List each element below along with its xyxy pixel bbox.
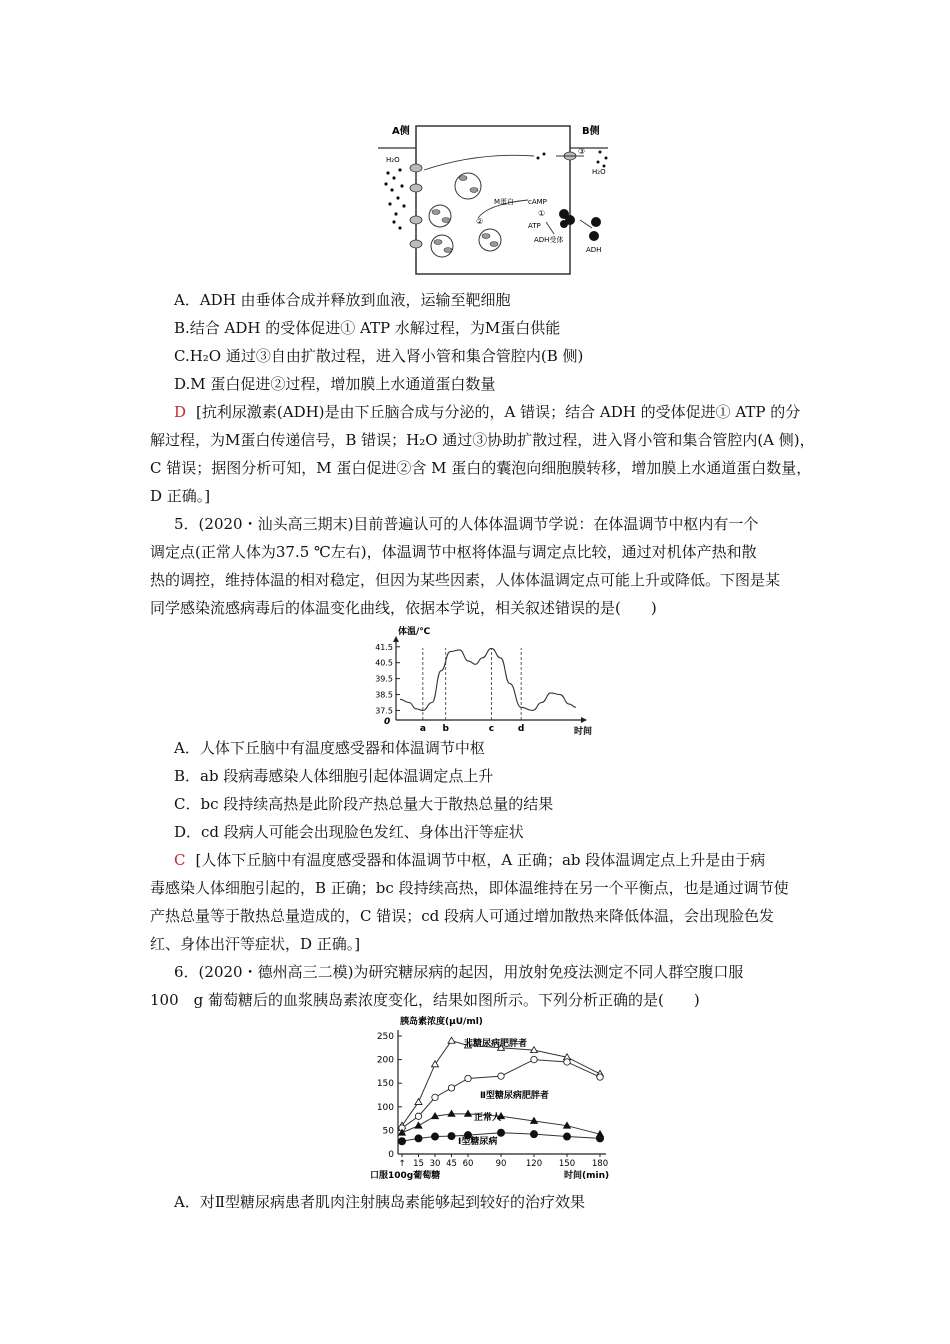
- chart2-marker: [415, 1099, 422, 1105]
- q5-stem-1: 5．(2020・汕头高三期末)目前普遍认可的人体体温调节学说：在体温调节中枢内有一个: [174, 515, 759, 533]
- q4-option-d: D.M 蛋白促进②过程，增加膜上水通道蛋白数量: [174, 375, 496, 393]
- chart1-ytick-label: 37.5: [375, 706, 393, 716]
- chart1-xlabel: 时间: [574, 727, 593, 737]
- chart1-ytick-label: 40.5: [375, 658, 393, 668]
- q5-stem-3: 热的调控，维持体温的相对稳定，但因为某些因素，人体体温调定点可能上升或降低。下图是某: [150, 571, 781, 589]
- q5-stem-4: 同学感染流感病毒后的体温变化曲线，依据本学说，相关叙述错误的是( ): [150, 599, 657, 617]
- m-protein-label: M蛋白: [494, 198, 515, 206]
- chart2-ylabel: 胰岛素浓度(μU/ml): [400, 1017, 483, 1027]
- body-temperature-chart: [360, 622, 610, 740]
- chart2-xtick-label: 30: [429, 1159, 441, 1169]
- q4-option-c: C.H₂O 通过③自由扩散过程，进入肾小管和集合管腔内(B 侧): [174, 347, 584, 365]
- chart1-ytick-label: 38.5: [375, 690, 393, 700]
- adh-label: ADH: [586, 246, 602, 254]
- q6-stem-1: 6．(2020・德州高三二模)为研究糖尿病的起因，用放射免疫法测定不同人群空腹口服: [174, 963, 744, 981]
- q5-option-b: B．ab 段病毒感染人体细胞引起体温调定点上升: [174, 767, 494, 785]
- chart1-ytick-label: 39.5: [375, 674, 393, 684]
- adh-receptor-label: ADH受体: [534, 236, 564, 244]
- chart2-marker: [563, 1133, 570, 1140]
- chart2-xtick-label: ↑: [398, 1159, 406, 1169]
- chart2-marker: [564, 1059, 570, 1065]
- chart1-origin: 0: [384, 717, 391, 727]
- chart2-marker: [415, 1122, 422, 1128]
- chart2-marker: [415, 1113, 421, 1119]
- atp-label: ATP: [528, 222, 541, 230]
- chart2-series-label: 非糖尿病肥胖者: [464, 1039, 528, 1049]
- h2o-left-label: H₂O: [386, 156, 400, 164]
- a-side-label: A侧: [392, 126, 410, 137]
- chart2-marker: [431, 1133, 438, 1140]
- q5-explain-line-3: 产热总量等于散热总量造成的，C 错误；cd 段病人可通过增加散热来降低体温，会出现脸色发: [150, 907, 775, 925]
- chart2-xtick-label: 150: [558, 1159, 576, 1169]
- chart2-xtick-label: 90: [495, 1159, 507, 1169]
- chart2-ytick-label: 200: [376, 1055, 394, 1066]
- chart2-marker: [415, 1135, 422, 1142]
- b-side-label: B侧: [582, 126, 600, 137]
- chart1-xtick-label: d: [517, 724, 525, 734]
- chart2-series-label: Ⅱ型糖尿病肥胖者: [480, 1091, 549, 1101]
- chart2-marker: [497, 1129, 504, 1136]
- chart2-marker: [465, 1075, 471, 1081]
- chart1-temperature-curve: [400, 648, 576, 710]
- chart2-series-label: Ⅰ型糖尿病: [458, 1137, 498, 1147]
- q5-explain-line-2: 毒感染人体细胞引起的，B 正确；bc 段持续高热，即体温维持在另一个平衡点，也是通过调节使: [150, 879, 789, 897]
- q4-answer: D: [174, 403, 187, 421]
- q5-explain-line-4: 红、身体出汗等症状，D 正确。]: [150, 935, 361, 953]
- camp-label: cAMP: [528, 198, 547, 206]
- chart2-marker: [432, 1061, 439, 1067]
- circle2-label: ②: [476, 217, 484, 226]
- q4-option-a: A．ADH 由垂体合成并释放到血液，运输至靶细胞: [174, 291, 511, 309]
- chart2-ytick-label: 250: [376, 1032, 394, 1042]
- chart2-marker: [597, 1074, 603, 1080]
- chart2-marker: [498, 1073, 504, 1079]
- chart2-xtick-label: 60: [462, 1159, 474, 1169]
- chart2-ytick-label: 0: [388, 1150, 394, 1160]
- chart2-xtick-label: 45: [446, 1159, 457, 1169]
- chart2-ytick-label: 150: [376, 1079, 394, 1090]
- vesicle-channels: [432, 176, 498, 253]
- q4-explain-line-4: D 正确。]: [150, 487, 211, 505]
- circle3-label: ③: [578, 147, 586, 156]
- insulin-concentration-chart: [366, 1012, 646, 1184]
- q4-explain-line-2: 解过程，为M蛋白传递信号，B 错误；H₂O 通过③协助扩散过程，进入肾小管和集合管腔内(A 侧)，: [150, 431, 815, 449]
- adh-molecules: [589, 217, 601, 241]
- chart2-ytick-label: 100: [376, 1102, 394, 1113]
- chart2-xtick-label: 120: [525, 1159, 543, 1169]
- chart2-xlabel: 时间(min): [564, 1171, 610, 1181]
- q5-stem-2: 调定点(正常人体为37.5 ℃左右)，体温调节中枢将体温与调定点比较，通过对机体产热和散: [150, 543, 757, 561]
- q6-stem-2: 100 g 葡萄糖后的血浆胰岛素浓度变化，结果如图所示。下列分析正确的是( ): [150, 991, 700, 1009]
- q5-option-c: C．bc 段持续高热是此阶段产热总量大于散热总量的结果: [174, 795, 554, 813]
- q4-explain-line-1: D [抗利尿激素(ADH)是由下丘脑合成与分泌的，A 错误；结合 ADH 的受体促进① ATP 的分: [174, 403, 801, 421]
- chart2-marker: [432, 1094, 438, 1100]
- chart2-marker: [596, 1135, 603, 1142]
- chart2-ytick-label: 50: [382, 1126, 394, 1137]
- chart2-marker: [448, 1132, 455, 1139]
- circle1-label: ①: [538, 209, 546, 218]
- h2o-right-label: H₂O: [592, 168, 606, 176]
- q5-option-d: D．cd 段病人可能会出现脸色发红、身体出汗等症状: [174, 823, 524, 841]
- chart1-ytick-label: 41.5: [375, 642, 393, 652]
- q6-option-a: A．对Ⅱ型糖尿病患者肌肉注射胰岛素能够起到较好的治疗效果: [174, 1193, 586, 1211]
- chart1-xtick-label: a: [419, 724, 426, 734]
- chart2-xtick-label: 15: [413, 1159, 424, 1169]
- chart2-series-label: 正常人: [474, 1113, 502, 1123]
- adh-receptor: [559, 209, 575, 228]
- chart2-marker: [531, 1056, 537, 1062]
- chart2-marker: [530, 1131, 537, 1138]
- q5-explain-line-1: C [人体下丘脑中有温度感受器和体温调节中枢，A 正确；ab 段体温调定点上升是由于病: [174, 851, 766, 869]
- chart2-marker: [448, 1085, 454, 1091]
- chart2-xtick-label: 180: [591, 1159, 609, 1169]
- chart1-ylabel: 体温/℃: [398, 627, 431, 637]
- chart2-marker: [398, 1138, 405, 1145]
- chart1-xtick-label: c: [488, 724, 495, 734]
- water-molecules-left: [384, 168, 405, 229]
- q5-answer: C: [174, 851, 186, 869]
- chart2-x-start-label: 口服100g葡萄糖: [370, 1171, 441, 1181]
- adh-mechanism-figure: [378, 118, 628, 278]
- q5-option-a: A．人体下丘脑中有温度感受器和体温调节中枢: [174, 739, 485, 757]
- chart1-x-arrow: [581, 717, 587, 723]
- q4-explain-line-3: C 错误；据图分析可知，M 蛋白促进②含 M 蛋白的囊泡向细胞膜转移，增加膜上水通道蛋白数量，: [150, 459, 812, 477]
- chart1-xtick-label: b: [442, 724, 449, 734]
- q4-option-b: B.结合 ADH 的受体促进① ATP 水解过程，为M蛋白供能: [174, 319, 561, 337]
- chart2-marker: [448, 1037, 455, 1043]
